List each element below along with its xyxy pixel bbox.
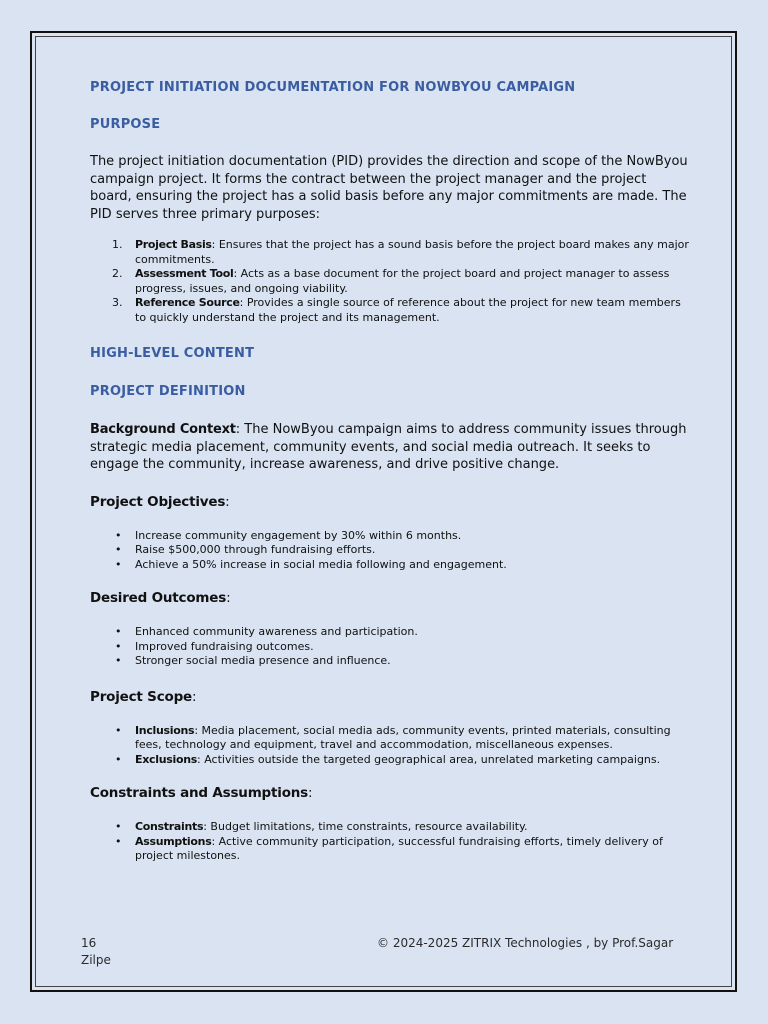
document-title: PROJECT INITIATION DOCUMENTATION FOR NOWBYOU CAMPAIGN: [90, 80, 576, 95]
scope-list: [90, 724, 690, 768]
purpose-intro: The project initiation documentation (PID) provides the direction and scope of the NowByou campaign project. It forms the contract between the project manager and the project board, ensuring the project has a solid basis before any major commitments are made. The PID serves three primary purposes:: [90, 154, 688, 222]
constraints-list: [90, 820, 690, 864]
footer-author: Zilpe: [81, 953, 111, 967]
purpose-item: 2. Assessment Tool: Acts as a base document for the project board and project manager to assess progress, issues, and ongoing viability.: [112, 267, 670, 295]
constraint-item: • Constraints: Budget limitations, time constraints, resource availability.: [115, 820, 528, 833]
purpose-list: [90, 238, 690, 325]
objectives-list: [90, 529, 690, 573]
purpose-item: 1. Project Basis: Ensures that the project has a sound basis before the project board makes any major commitments.: [112, 238, 689, 266]
footer-copyright: © 2024-2025 ZITRIX Technologies , by Prof.Sagar: [377, 936, 674, 950]
definition-heading: PROJECT DEFINITION: [90, 384, 246, 399]
purpose-heading: PURPOSE: [90, 117, 161, 132]
outcomes-heading: Desired Outcomes:: [90, 590, 231, 606]
objective-item: • Achieve a 50% increase in social media following and engagement.: [115, 557, 507, 571]
document-body: [90, 79, 690, 864]
constraints-heading: Constraints and Assumptions:: [90, 785, 313, 801]
outcome-item: • Enhanced community awareness and participation.: [115, 625, 418, 638]
outcomes-list: [90, 625, 690, 669]
objectives-heading: Project Objectives:: [90, 493, 230, 510]
objective-item: • Increase community engagement by 30% within 6 months.: [115, 528, 462, 542]
background-context: Background Context: The NowByou campaign aims to address community issues through strategic media placement, community events, and social media outreach. It seeks to engage the community, increase awareness, and drive positive change.: [90, 422, 687, 472]
outcome-item: • Stronger social media presence and influence.: [115, 654, 391, 667]
objective-item: • Raise $500,000 through fundraising efforts.: [115, 543, 376, 556]
scope-heading: Project Scope:: [90, 688, 197, 705]
scope-item: • Exclusions: Activities outside the targeted geographical area, unrelated marketing campaigns.: [115, 752, 661, 766]
page-number: 16: [81, 936, 97, 950]
constraint-item: • Assumptions: Active community participation, successful fundraising efforts, timely delivery of project milestones.: [115, 834, 663, 862]
purpose-item: 3. Reference Source: Provides a single source of reference about the project for new team members to quickly understand the project and its management.: [112, 296, 681, 324]
high-level-heading: HIGH-LEVEL CONTENT: [90, 346, 255, 361]
footer-left: [81, 935, 111, 969]
scope-item: • Inclusions: Media placement, social media ads, community events, printed materials, consulting fees, technology and equipment, travel and accommodation, miscellaneous expenses.: [115, 723, 671, 751]
outcome-item: • Improved fundraising outcomes.: [115, 639, 314, 653]
